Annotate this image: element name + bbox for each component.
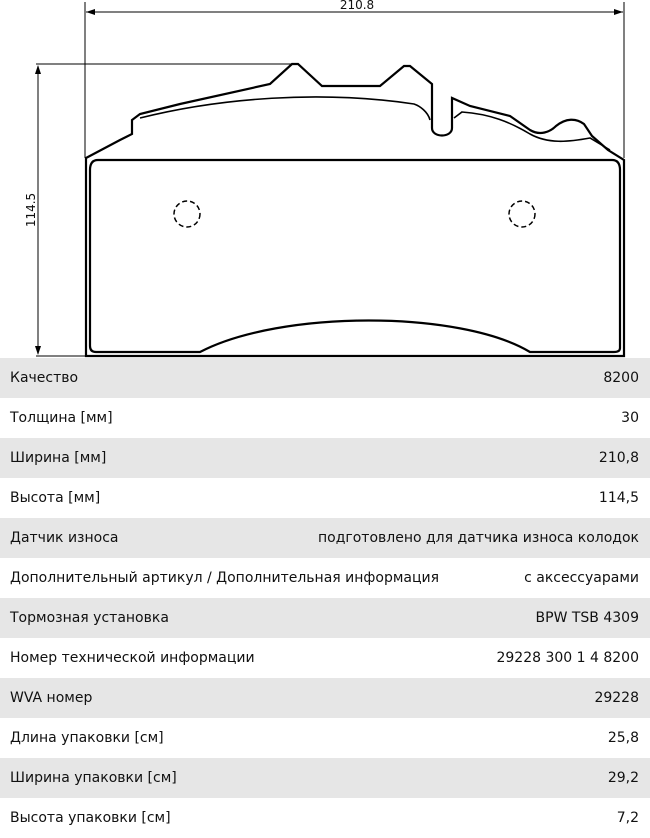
spec-value: 8200: [603, 370, 639, 386]
spec-value: 30: [621, 410, 639, 426]
spec-label: Дополнительный артикул / Дополнительная информация: [10, 570, 440, 586]
spec-row-package-width: [0, 758, 650, 798]
brake-pad-svg: [0, 0, 650, 358]
backing-plate-outline: [86, 64, 624, 356]
spec-row-additional-info: [0, 558, 650, 598]
brake-pad-drawing: [0, 0, 650, 358]
spec-label: Тормозная установка: [10, 610, 169, 626]
spec-label: Толщина [мм]: [10, 410, 113, 426]
rivet-hole-left: [174, 201, 200, 227]
spec-table: [0, 358, 650, 838]
spec-row-thickness: [0, 398, 650, 438]
friction-material-outline: [90, 160, 620, 352]
spec-row-package-height: [0, 798, 650, 838]
spec-row-package-length: [0, 718, 650, 758]
spec-label: Ширина упаковки [см]: [10, 770, 177, 786]
spec-value: 29,2: [607, 770, 639, 786]
spec-value: с аксессуарами: [524, 570, 639, 586]
spec-value: 29228: [594, 690, 639, 706]
spec-row-brake-system: [0, 598, 650, 638]
spec-label: WVA номер: [10, 690, 93, 706]
spec-label: Высота упаковки [см]: [10, 810, 171, 826]
spec-value: 114,5: [598, 490, 639, 506]
height-arrow-top: [35, 65, 41, 74]
spec-value: подготовлено для датчика износа колодок: [317, 530, 639, 546]
spec-row-height: [0, 478, 650, 518]
spec-row-wva-number: [0, 678, 650, 718]
spec-value: 210,8: [598, 450, 639, 466]
spec-row-wear-sensor: [0, 518, 650, 558]
spec-label: Датчик износа: [10, 530, 119, 546]
spec-value: 29228 300 1 4 8200: [496, 650, 639, 666]
spec-value: BPW TSB 4309: [535, 610, 639, 626]
spec-row-width: [0, 438, 650, 478]
height-arrow-bottom: [35, 346, 41, 355]
spec-label: Качество: [10, 370, 79, 386]
spec-label: Высота [мм]: [10, 490, 101, 506]
height-dimension-label: 114.5: [24, 192, 38, 228]
spec-value: 25,8: [607, 730, 639, 746]
spec-value: 7,2: [616, 810, 639, 826]
width-arrow-right: [614, 9, 623, 15]
width-arrow-left: [86, 9, 95, 15]
rivet-hole-right: [509, 201, 535, 227]
spec-label: Ширина [мм]: [10, 450, 107, 466]
width-dimension-label: 210.8: [339, 0, 375, 12]
spec-row-tech-info-number: [0, 638, 650, 678]
spec-label: Номер технической информации: [10, 650, 255, 666]
plate-inner-line: [140, 97, 430, 120]
spec-label: Длина упаковки [см]: [10, 730, 164, 746]
spec-row-quality: [0, 358, 650, 398]
